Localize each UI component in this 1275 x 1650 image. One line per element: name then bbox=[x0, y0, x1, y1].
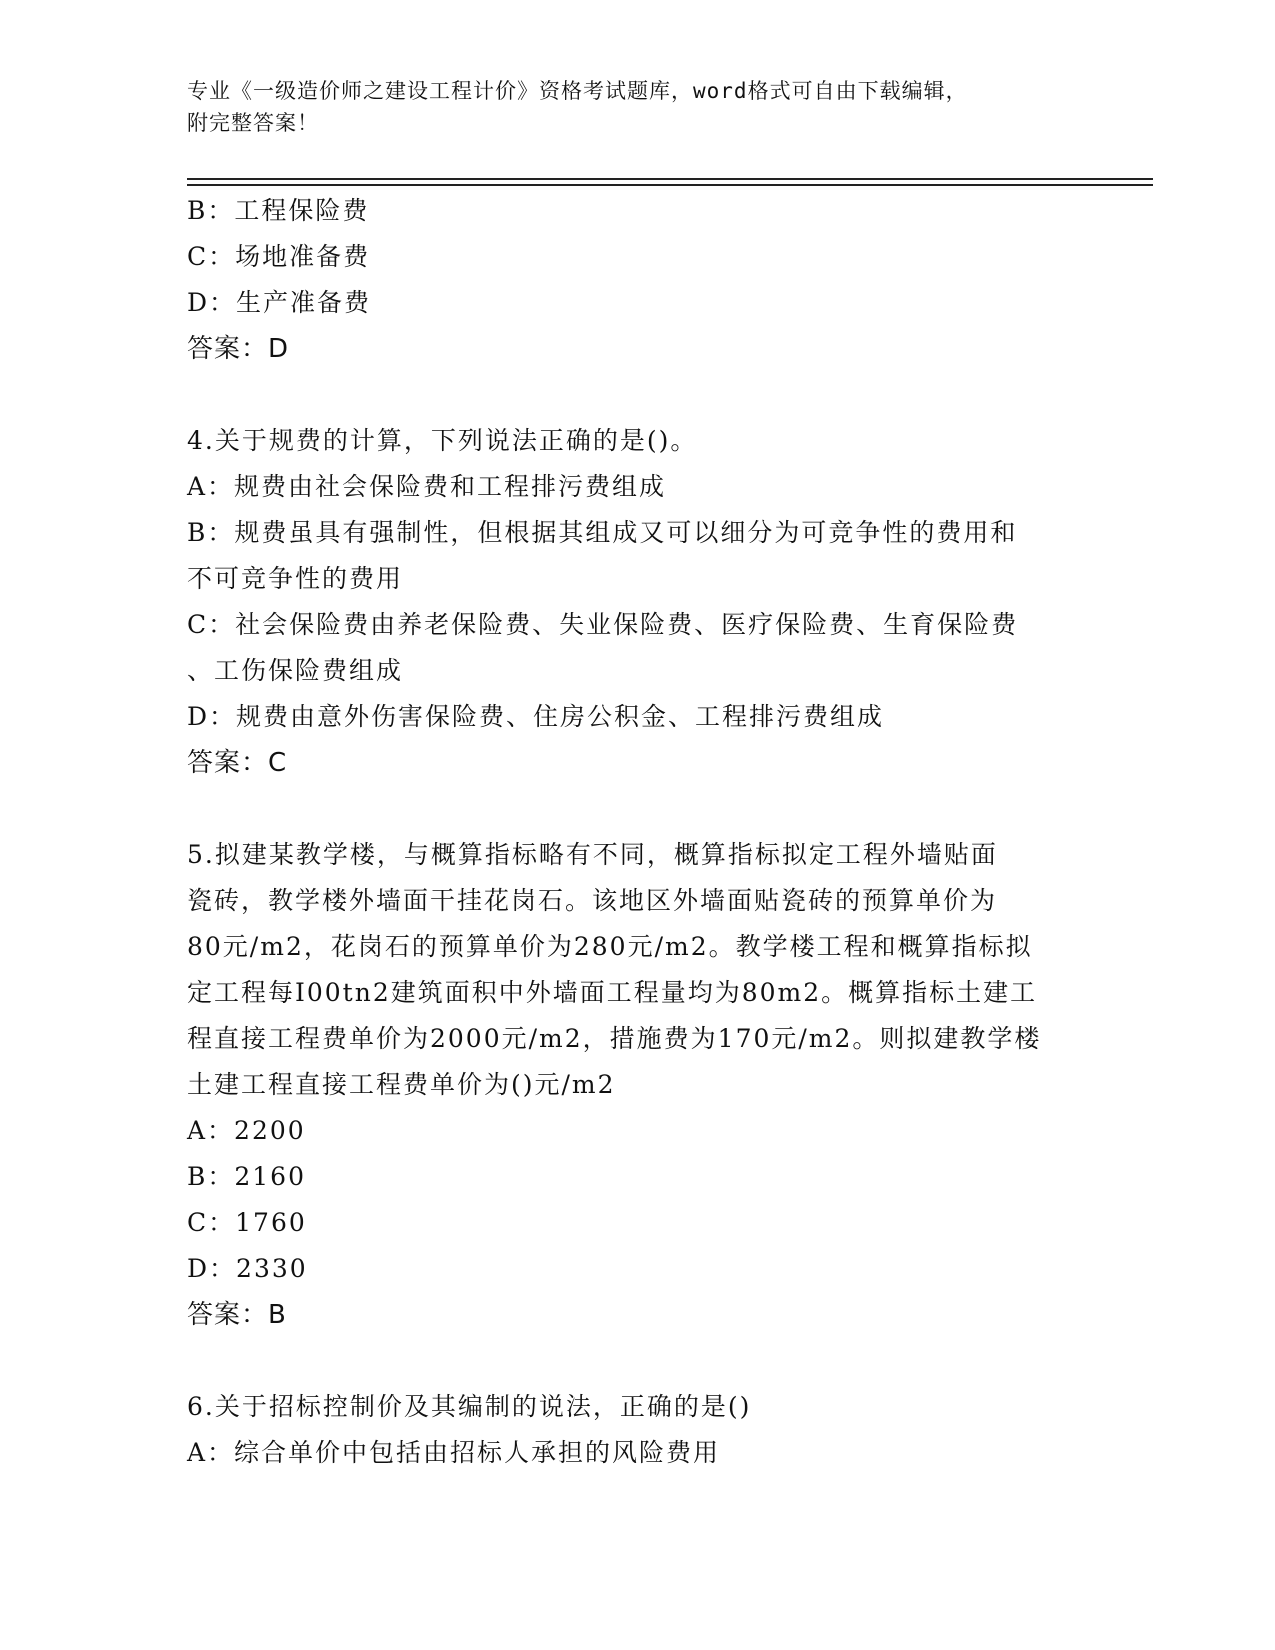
question-stem: 4.关于规费的计算，下列说法正确的是()。 bbox=[187, 426, 698, 455]
option-a: A：规费由社会保险费和工程排污费组成 bbox=[187, 472, 667, 501]
spacer bbox=[187, 1338, 1087, 1384]
option-a: A：2200 bbox=[187, 1116, 306, 1145]
document-header bbox=[187, 75, 1087, 139]
header-line-2: 附完整答案！ bbox=[187, 111, 319, 135]
header-divider-top bbox=[187, 178, 1153, 180]
question-stem-line-4: 定工程每I00tn2建筑面积中外墙面工程量均为80m2。概算指标土建工 bbox=[187, 978, 1038, 1007]
option-b-line-2: 不可竞争性的费用 bbox=[187, 564, 404, 593]
answer: 答案：B bbox=[187, 1300, 287, 1330]
header-divider-bottom bbox=[187, 184, 1153, 186]
question-stem: 6.关于招标控制价及其编制的说法，正确的是() bbox=[187, 1392, 752, 1421]
question-5 bbox=[187, 832, 1087, 1338]
option-b: B：工程保险费 bbox=[187, 196, 370, 225]
option-b-line-1: B：规费虽具有强制性，但根据其组成又可以细分为可竞争性的费用和 bbox=[187, 518, 1018, 547]
option-c: C：场地准备费 bbox=[187, 242, 371, 271]
question-stem-line-2: 瓷砖，教学楼外墙面干挂花岗石。该地区外墙面贴瓷砖的预算单价为 bbox=[187, 886, 998, 915]
answer: 答案：D bbox=[187, 334, 290, 364]
spacer bbox=[187, 372, 1087, 418]
option-a: A：综合单价中包括由招标人承担的风险费用 bbox=[187, 1438, 721, 1467]
option-d: D：2330 bbox=[187, 1254, 308, 1283]
header-line-1: 专业《一级造价师之建设工程计价》资格考试题库，word格式可自由下载编辑， bbox=[187, 79, 968, 103]
question-stem-line-1: 5.拟建某教学楼，与概算指标略有不同，概算指标拟定工程外墙贴面 bbox=[187, 840, 998, 869]
question-stem-line-3: 80元/m2，花岗石的预算单价为280元/m2。教学楼工程和概算指标拟 bbox=[187, 932, 1033, 961]
option-c: C：1760 bbox=[187, 1208, 307, 1237]
spacer bbox=[187, 786, 1087, 832]
document-body bbox=[187, 188, 1087, 1476]
question-4 bbox=[187, 418, 1087, 786]
option-b: B：2160 bbox=[187, 1162, 306, 1191]
question-6 bbox=[187, 1384, 1087, 1476]
question-stem-line-5: 程直接工程费单价为2000元/m2，措施费为170元/m2。则拟建教学楼 bbox=[187, 1024, 1042, 1053]
option-d: D：生产准备费 bbox=[187, 288, 372, 317]
answer: 答案：C bbox=[187, 748, 288, 778]
option-c-line-1: C：社会保险费由养老保险费、失业保险费、医疗保险费、生育保险费 bbox=[187, 610, 1019, 639]
prev-question bbox=[187, 188, 1087, 372]
option-c-line-2: 、工伤保险费组成 bbox=[187, 656, 404, 685]
question-stem-line-6: 土建工程直接工程费单价为()元/m2 bbox=[187, 1070, 616, 1099]
option-d: D：规费由意外伤害保险费、住房公积金、工程排污费组成 bbox=[187, 702, 885, 731]
